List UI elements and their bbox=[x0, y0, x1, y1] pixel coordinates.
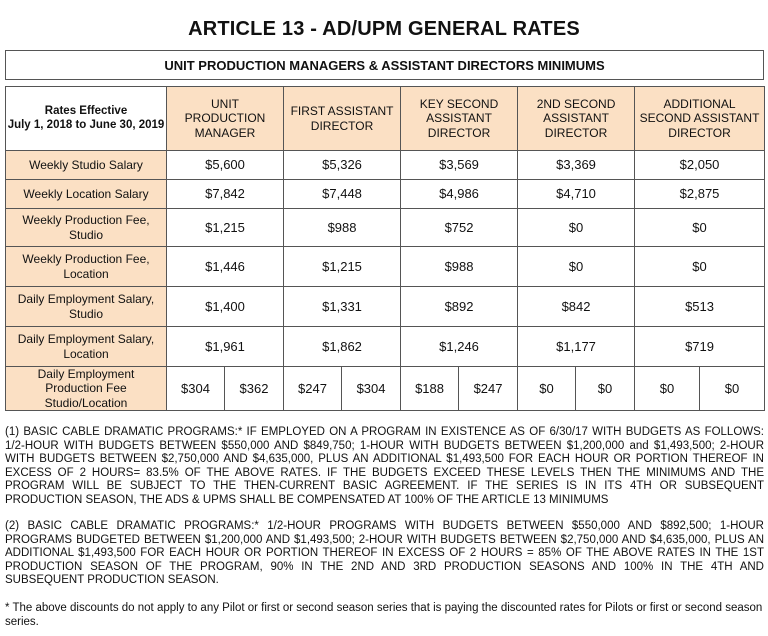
header-row bbox=[6, 87, 765, 151]
rate-cell-location: $304 bbox=[342, 367, 401, 411]
rate-cell: $0 bbox=[635, 247, 765, 287]
rate-cell: $1,246 bbox=[401, 327, 518, 367]
rate-cell: $719 bbox=[635, 327, 765, 367]
rate-cell: $0 bbox=[635, 209, 765, 247]
rate-cell: $3,369 bbox=[518, 151, 635, 180]
row-label: Weekly Production Fee, Location bbox=[6, 247, 167, 287]
table-row bbox=[6, 180, 765, 209]
rate-cell: $4,986 bbox=[401, 180, 518, 209]
rate-cell-location: $247 bbox=[459, 367, 518, 411]
table-subtitle: UNIT PRODUCTION MANAGERS & ASSISTANT DIRECTORS MINIMUMS bbox=[5, 50, 764, 80]
column-header-first-ad: FIRST ASSISTANT DIRECTOR bbox=[284, 87, 401, 151]
table-row bbox=[6, 209, 765, 247]
table-row bbox=[6, 151, 765, 180]
rate-cell: $988 bbox=[401, 247, 518, 287]
rate-cell: $5,600 bbox=[167, 151, 284, 180]
table-row bbox=[6, 327, 765, 367]
rate-cell-studio: $0 bbox=[635, 367, 700, 411]
table-row bbox=[6, 287, 765, 327]
row-label: Daily Employment Salary, Location bbox=[6, 327, 167, 367]
row-label: Weekly Location Salary bbox=[6, 180, 167, 209]
table-row bbox=[6, 367, 765, 411]
rate-cell: $7,448 bbox=[284, 180, 401, 209]
rate-cell: $1,400 bbox=[167, 287, 284, 327]
rate-cell-studio: $188 bbox=[401, 367, 459, 411]
rate-cell: $1,215 bbox=[284, 247, 401, 287]
effective-line-2: July 1, 2018 to June 30, 2019 bbox=[7, 118, 165, 131]
column-header-upm: UNIT PRODUCTION MANAGER bbox=[167, 87, 284, 151]
rate-cell: $2,875 bbox=[635, 180, 765, 209]
footnote: * The above discounts do not apply to any Pilot or first or second season series that is paying the discounted rates for Pilots or first or second season series. bbox=[5, 602, 763, 628]
column-header-2nd-second-ad: 2ND SECOND ASSISTANT DIRECTOR bbox=[518, 87, 635, 151]
rate-cell: $752 bbox=[401, 209, 518, 247]
rate-cell-location: $0 bbox=[576, 367, 635, 411]
page-title: ARTICLE 13 - AD/UPM GENERAL RATES bbox=[188, 18, 580, 40]
rate-cell: $1,961 bbox=[167, 327, 284, 367]
rates-table bbox=[5, 86, 765, 411]
note-1: (1) BASIC CABLE DRAMATIC PROGRAMS:* IF EMPLOYED ON A PROGRAM IN EXISTENCE AS OF 6/30/17 WITH BUDGETS AS FOLLOWS: 1/2-HOUR WITH BUDGETS BETWEEN $550,000 AND $849,750; 1-HOUR WITH BUDGETS BETWEEN $1,200,000 and $1,493,500; 2-HOUR WITH BUDGETS BETWEEN $2,750,000 AND $4,635,000, PLUS AN ADDITIONAL $1,493,500 FOR EACH HOUR OR PORTION THEREOF IN EXCESS OF 2 HOURS= 83.5% OF THE ABOVE RATES. IF THE BUDGETS EXCEED THESE LEVELS THEN THE MINIMUMS AND THE PROGRAM WILL BE SUBJECT TO THE THEN-CURRENT BASIC AGREEMENT. IF THE SERIES IS IN ITS 4TH OR SUBSEQUENT PRODUCTION SEASON, THE ADS & UPMS SHALL BE COMPENSATED AT 100% OF THE ARTICLE 13 MINIMUMS bbox=[5, 426, 764, 506]
rate-cell: $513 bbox=[635, 287, 765, 327]
rate-cell: $1,177 bbox=[518, 327, 635, 367]
rate-cell-studio: $247 bbox=[284, 367, 342, 411]
rate-cell: $1,862 bbox=[284, 327, 401, 367]
rate-cell: $7,842 bbox=[167, 180, 284, 209]
effective-line-1: Rates Effective bbox=[44, 104, 128, 117]
column-header-additional-second-ad: ADDITIONAL SECOND ASSISTANT DIRECTOR bbox=[635, 87, 765, 151]
effective-dates-header bbox=[6, 87, 167, 151]
column-header-key-second-ad: KEY SECOND ASSISTANT DIRECTOR bbox=[401, 87, 518, 151]
row-label: Daily Employment Salary, Studio bbox=[6, 287, 167, 327]
rate-cell: $5,326 bbox=[284, 151, 401, 180]
rate-cell-studio: $304 bbox=[167, 367, 225, 411]
rate-cell: $3,569 bbox=[401, 151, 518, 180]
rate-cell: $842 bbox=[518, 287, 635, 327]
rate-cell: $892 bbox=[401, 287, 518, 327]
rate-cell: $4,710 bbox=[518, 180, 635, 209]
rate-cell-location: $0 bbox=[700, 367, 765, 411]
rate-cell-location: $362 bbox=[225, 367, 284, 411]
row-label: Weekly Production Fee, Studio bbox=[6, 209, 167, 247]
table-row bbox=[6, 247, 765, 287]
rate-cell: $0 bbox=[518, 209, 635, 247]
rate-cell: $1,215 bbox=[167, 209, 284, 247]
rate-cell-studio: $0 bbox=[518, 367, 576, 411]
rate-cell: $1,331 bbox=[284, 287, 401, 327]
note-2: (2) BASIC CABLE DRAMATIC PROGRAMS:* 1/2-HOUR PROGRAMS WITH BUDGETS BETWEEN $550,000 AND $892,500; 1-HOUR PROGRAMS BUDGETED BETWEEN $1,200,000 AND $1,493,500; 2-HOUR WITH BUDGETS BETWEEN $2,750,000 AND $4,635,000, PLUS AN ADDITIONAL $1,493,500 FOR EACH HOUR OR PORTION THEREOF IN EXCESS OF 2 HOURS = 85% OF THE ABOVE RATES IN THE 1ST PRODUCTION SEASON OF THE PROGRAM, 90% IN THE 2ND AND 3RD PRODUCTION SEASONS AND 100% IN THE 4TH AND SUBSEQUENT PRODUCTION SEASON. bbox=[5, 520, 764, 586]
rate-cell: $2,050 bbox=[635, 151, 765, 180]
rate-cell: $988 bbox=[284, 209, 401, 247]
rate-cell: $0 bbox=[518, 247, 635, 287]
row-label: Weekly Studio Salary bbox=[6, 151, 167, 180]
row-label: Daily Employment Production Fee Studio/Location bbox=[6, 367, 167, 411]
rate-cell: $1,446 bbox=[167, 247, 284, 287]
